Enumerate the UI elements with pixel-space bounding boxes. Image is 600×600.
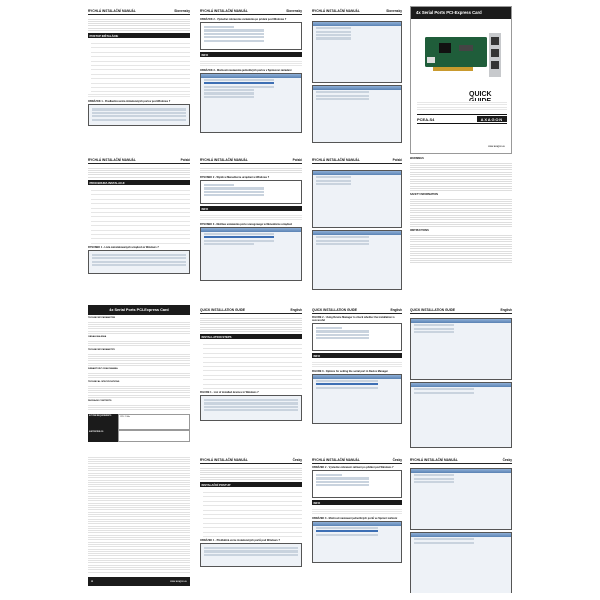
spec-section-text: [88, 320, 190, 334]
device-manager-screenshot: [312, 323, 402, 351]
intro-text: [200, 466, 302, 480]
page-header: [410, 305, 512, 314]
cover-url: www.axagon.eu: [488, 145, 505, 148]
page-language: English: [290, 308, 302, 312]
language-list: [417, 101, 507, 111]
page-header: [312, 6, 402, 15]
page-language: Slovensky: [386, 9, 402, 13]
spec-section-text: [88, 339, 190, 347]
install-steps: [200, 489, 302, 537]
info-text: [312, 507, 402, 515]
os-support-block: [88, 430, 190, 442]
list-item: [91, 239, 190, 243]
page-header: [200, 455, 302, 464]
page-header: [88, 6, 190, 15]
model-name: PCEA-S4: [417, 116, 435, 122]
page-language: Polski: [292, 158, 302, 162]
figure-caption: OBRÁZOK 3 - Možnosti nastavenia jednotlivých portov v Správcovi zariadení: [200, 68, 292, 72]
recycle-icon: ♻: [91, 580, 94, 583]
device-list-screenshot: [88, 250, 190, 274]
page-language: Polski: [180, 158, 190, 162]
page-title: RYCHLÁ INSTALAČNÍ MANUÁL: [88, 9, 136, 13]
info-heading: INFO: [312, 353, 402, 358]
page-language: Česky: [392, 458, 402, 462]
panel-warnings: [410, 155, 512, 295]
device-manager-screenshot: [200, 22, 302, 50]
spec-section-heading: TECHNICKÉ PARAMETRE: [88, 317, 116, 319]
model-strip: [417, 114, 507, 124]
com-port-dialog: [312, 170, 402, 228]
device-list-screenshot: [200, 543, 302, 567]
intro-text: [200, 166, 302, 174]
panel-sk-page1: [88, 6, 190, 146]
section-heading: POSTUP INŠTALÁCIE: [88, 33, 190, 38]
install-steps: [88, 40, 190, 93]
page-title: RYCHLÁ INSTALAČNÍ MANUÁL: [200, 9, 248, 13]
figure-caption: RYSUNEK 1 - Lista zainstalowanych urządzeń w Windows 7: [88, 245, 159, 249]
panel-pl-page3: [312, 155, 402, 295]
page-header: [312, 455, 402, 464]
page-language: English: [390, 308, 402, 312]
section-heading: INSTALLATION STEPS: [200, 334, 302, 339]
page-language: Polski: [392, 158, 402, 162]
port-settings-screenshot: [312, 521, 402, 563]
page-language: Slovensky: [286, 9, 302, 13]
requirements-block: [88, 414, 190, 430]
info-heading: INFO: [200, 206, 302, 211]
intro-text: [200, 316, 302, 332]
figure-caption: FIGURE 3 - Options for setting the serial port in Device Manager: [312, 369, 388, 373]
product-banner: 4x Serial Ports PCI-Express Card: [411, 7, 511, 19]
specs-page: [88, 305, 190, 450]
info-heading: INFO: [200, 52, 302, 57]
page-title: QUICK INSTALLATION GUIDE: [410, 308, 456, 312]
figure-caption: OBRÁZEK 2 - Výsledné zobrazení zařízení po přidání pod Windows 7: [312, 466, 394, 469]
spec-section-text: [88, 403, 190, 411]
port-settings-screenshot: [200, 227, 302, 281]
advanced-settings-dialog: [312, 230, 402, 290]
spec-section-heading: TECHNICKÉ PARAMETRY: [88, 349, 115, 351]
page-header: [312, 155, 402, 164]
instructions-text: [410, 233, 512, 263]
device-manager-screenshot: [200, 180, 302, 204]
device-list-screenshot: [200, 395, 302, 421]
note-text: [88, 92, 190, 98]
page-header: [312, 305, 402, 314]
spec-section-heading: PACKAGE CONTENTS: [88, 400, 112, 402]
port-settings-screenshot: [312, 374, 402, 424]
brand-logo: AXAGON: [477, 116, 507, 122]
intro-text: [88, 166, 190, 178]
spec-section-text: [88, 371, 190, 379]
spec-section-text: [88, 384, 190, 398]
install-steps: [88, 187, 190, 244]
com-port-dialog: [312, 21, 402, 83]
section-heading: PROCEDURA INSTALACJI: [88, 180, 190, 185]
page-title: RYCHLÁ INSTALAČNÍ MANUÁL: [88, 158, 136, 162]
com-port-dialog: [410, 318, 512, 380]
safety-text: [88, 455, 190, 573]
spec-section-text: [88, 352, 190, 366]
device-list-screenshot: [88, 104, 190, 126]
intro-text: [88, 17, 190, 31]
page-language: English: [500, 308, 512, 312]
info-text: [200, 213, 302, 221]
instructions-heading: INSTRUCTIONS: [410, 229, 429, 232]
panel-cz-page2: [312, 455, 402, 593]
panel-en-page2: [312, 305, 402, 450]
section-heading: INSTALAČNÍ POSTUP: [200, 482, 302, 487]
page-header: [200, 6, 302, 15]
panel-pl-page1: [88, 155, 190, 295]
panel-sk-page2: [200, 6, 302, 146]
requirements-label: SYSTEM REQUIREMENTS: [88, 414, 118, 430]
panel-pl-page2: [200, 155, 302, 295]
list-item: [203, 533, 302, 537]
warnings-heading: WARNINGS: [410, 157, 424, 160]
page-title: QUICK INSTALLATION GUIDE: [200, 308, 246, 312]
figure-caption: FIGURE 1 - List of installed devices in Windows 7: [200, 390, 259, 394]
page-title: RYCHLÁ INSTALAČNÍ MANUÁL: [200, 458, 248, 462]
com-port-dialog: [410, 468, 512, 530]
safety-heading: SAFETY INFORMATION: [410, 193, 438, 196]
device-manager-screenshot: [312, 470, 402, 498]
figure-caption: OBRÁZEK 1 - Předběžná verze instalovaných portů pod Windows 7: [200, 538, 280, 542]
page-language: Česky: [502, 458, 512, 462]
spec-section-heading: OBSAH BALENIA: [88, 336, 107, 338]
advanced-settings-dialog: [410, 532, 512, 593]
page-header: [200, 155, 302, 164]
page-header: [410, 455, 512, 464]
figure-caption: FIGURE 2 - Using Device Manager to check whether the installation is successful: [312, 316, 395, 322]
install-steps: [200, 341, 302, 389]
cover-page: [410, 6, 512, 154]
page-title: RYCHLÁ INSTALAČNÍ MANUÁL: [200, 158, 248, 162]
panel-sk-page3: [312, 6, 402, 146]
advanced-settings-dialog: [312, 85, 402, 143]
page-header: [88, 155, 190, 164]
safety-page: [88, 455, 190, 593]
info-heading: INFO: [312, 500, 402, 505]
os-label: SUPPORTED OS: [88, 430, 118, 442]
spec-section-heading: ZAWARTOŚĆ OPAKOWANIA: [88, 368, 118, 370]
list-item: [203, 385, 302, 389]
page-language: Slovensky: [174, 9, 190, 13]
info-text: [200, 59, 302, 67]
footer-bar: [88, 577, 190, 586]
panel-cz-page1: [200, 455, 302, 593]
page-title: QUICK INSTALLATION GUIDE: [312, 308, 358, 312]
info-text: [312, 360, 402, 368]
figure-caption: OBRÁZOK 2 - Výsledné zobrazenie zariadenia po pridaní pod Windows 7: [200, 18, 287, 21]
pcie-card-image: [419, 27, 505, 82]
page-header: [200, 305, 302, 314]
figure-caption: RYSUNEK 2 - Wynik w Menedżerze urządzeń w Windows 7: [200, 176, 270, 179]
page-title: RYCHLÁ INSTALAČNÍ MANUÁL: [312, 458, 360, 462]
page-title: RYCHLÁ INSTALAČNÍ MANUÁL: [410, 458, 458, 462]
spec-section-heading: TECHNICAL SPECIFICATIONS: [88, 381, 120, 383]
quick-guide-title: QUICK: [469, 91, 492, 98]
page-language: Česky: [292, 458, 302, 462]
footer-url: www.axagon.eu: [170, 580, 187, 583]
advanced-settings-dialog: [410, 382, 512, 448]
panel-en-page1: [200, 305, 302, 450]
panel-en-page3: [410, 305, 512, 450]
figure-caption: OBRÁZEK 3 - Možnosti nastavení jednotlivých portů ve Správci zařízení: [312, 516, 398, 520]
figure-caption: RYSUNEK 3 - Możliwe ustawienia portu szeregowego w Menedżerze urządzeń: [200, 222, 293, 226]
port-settings-screenshot: [200, 73, 302, 133]
warnings-text: [410, 161, 512, 191]
page-title: RYCHLÁ INSTALAČNÍ MANUÁL: [312, 9, 360, 13]
figure-caption: OBRÁZOK 1 - Predbežná verzia inštalovaných portov pod Windows 7: [88, 100, 171, 104]
requirements-value: CPU: 2 GHz: [118, 414, 190, 430]
safety-text: [410, 197, 512, 227]
specs-banner: 4x Serial Ports PCI-Express Card: [88, 305, 190, 315]
page-title: RYCHLÁ INSTALAČNÍ MANUÁL: [312, 158, 360, 162]
panel-cz-page3: [410, 455, 512, 593]
